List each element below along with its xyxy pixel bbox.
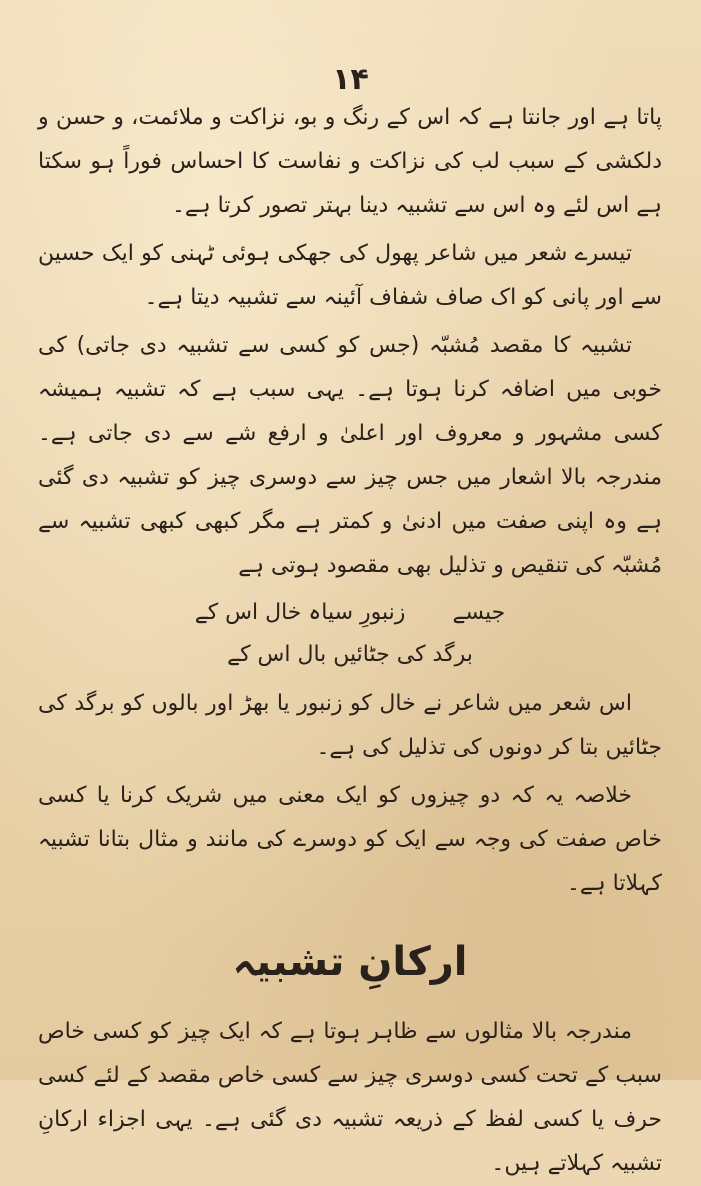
page-number: ۱۴ xyxy=(332,62,369,97)
paragraph-rose-lips: پاتا ہے اور جانتا ہے کہ اس کے رنگ و بو، نزاکت و ملائمت، و حسن و دلکشی کے سبب لب کی نزاکت و نفاست کا احساس فوراً ہو سکتا ہے اس لئے وہ اس سے تشبیہ دینا بہتر تصور کرتا ہے۔ xyxy=(38,105,662,218)
paragraph-elements-of-simile: مندرجہ بالا مثالوں سے ظاہر ہوتا ہے کہ ایک چیز کو کسی خاص سبب کے تحت کسی دوسری چیز سے کسی خاص مقصد کے لئے کسی حرف یا کسی لفظ کے ذریعہ تشبیہ دی گئی ہے۔ یہی اجزاء ارکانِ تشبیہ کہلاتے ہیں۔ xyxy=(38,1019,662,1176)
couplet-line-1-text: زنبورِ سیاہ خال اس کے xyxy=(194,600,406,625)
couplet-line-2: برگد کی جٹائیں بال اس کے xyxy=(227,642,473,667)
section-heading: ارکانِ تشبیہ xyxy=(232,939,468,985)
paragraph-couplet-explanation: اس شعر میں شاعر نے خال کو زنبور یا بھڑ اور بالوں کو برگد کی جٹائیں بتا کر دونوں کی تذلیل کی ہے۔ xyxy=(38,691,662,760)
couplet-line-1 xyxy=(38,592,662,634)
page-body xyxy=(38,96,662,1186)
couplet-lead-word: جیسے xyxy=(452,600,506,625)
paragraph-summary: خلاصہ یہ کہ دو چیزوں کو ایک معنی میں شریک کرنا یا کسی خاص صفت کی وجہ سے ایک کو دوسرے کی مانند و مثال بتانا تشبیہ کہلاتا ہے۔ xyxy=(38,783,662,896)
example-couplet xyxy=(38,592,662,676)
paragraph-purpose-of-simile: تشبیہ کا مقصد مُشبّہ (جس کو کسی سے تشبیہ دی جاتی) کی خوبی میں اضافہ کرنا ہوتا ہے۔ یہی سبب ہے کہ تشبیہ ہمیشہ کسی مشہور و معروف اور اعلیٰ و ارفع شے سے دی جاتی ہے۔ مندرجہ بالا اشعار میں جس چیز سے دوسری چیز کو تشبیہ دی گئی ہے وہ اپنی صفت میں ادنیٰ و کمتر ہے مگر کبھی کبھی تشبیہ سے مُشبّہ کی تنقیص و تذلیل بھی مقصود ہوتی ہے xyxy=(38,333,662,578)
paragraph-third-couplet: تیسرے شعر میں شاعر پھول کی جھکی ہوئی ٹہنی کو ایک حسین سے اور پانی کو اک صاف شفاف آئینہ سے تشبیہ دیتا ہے۔ xyxy=(38,241,662,310)
